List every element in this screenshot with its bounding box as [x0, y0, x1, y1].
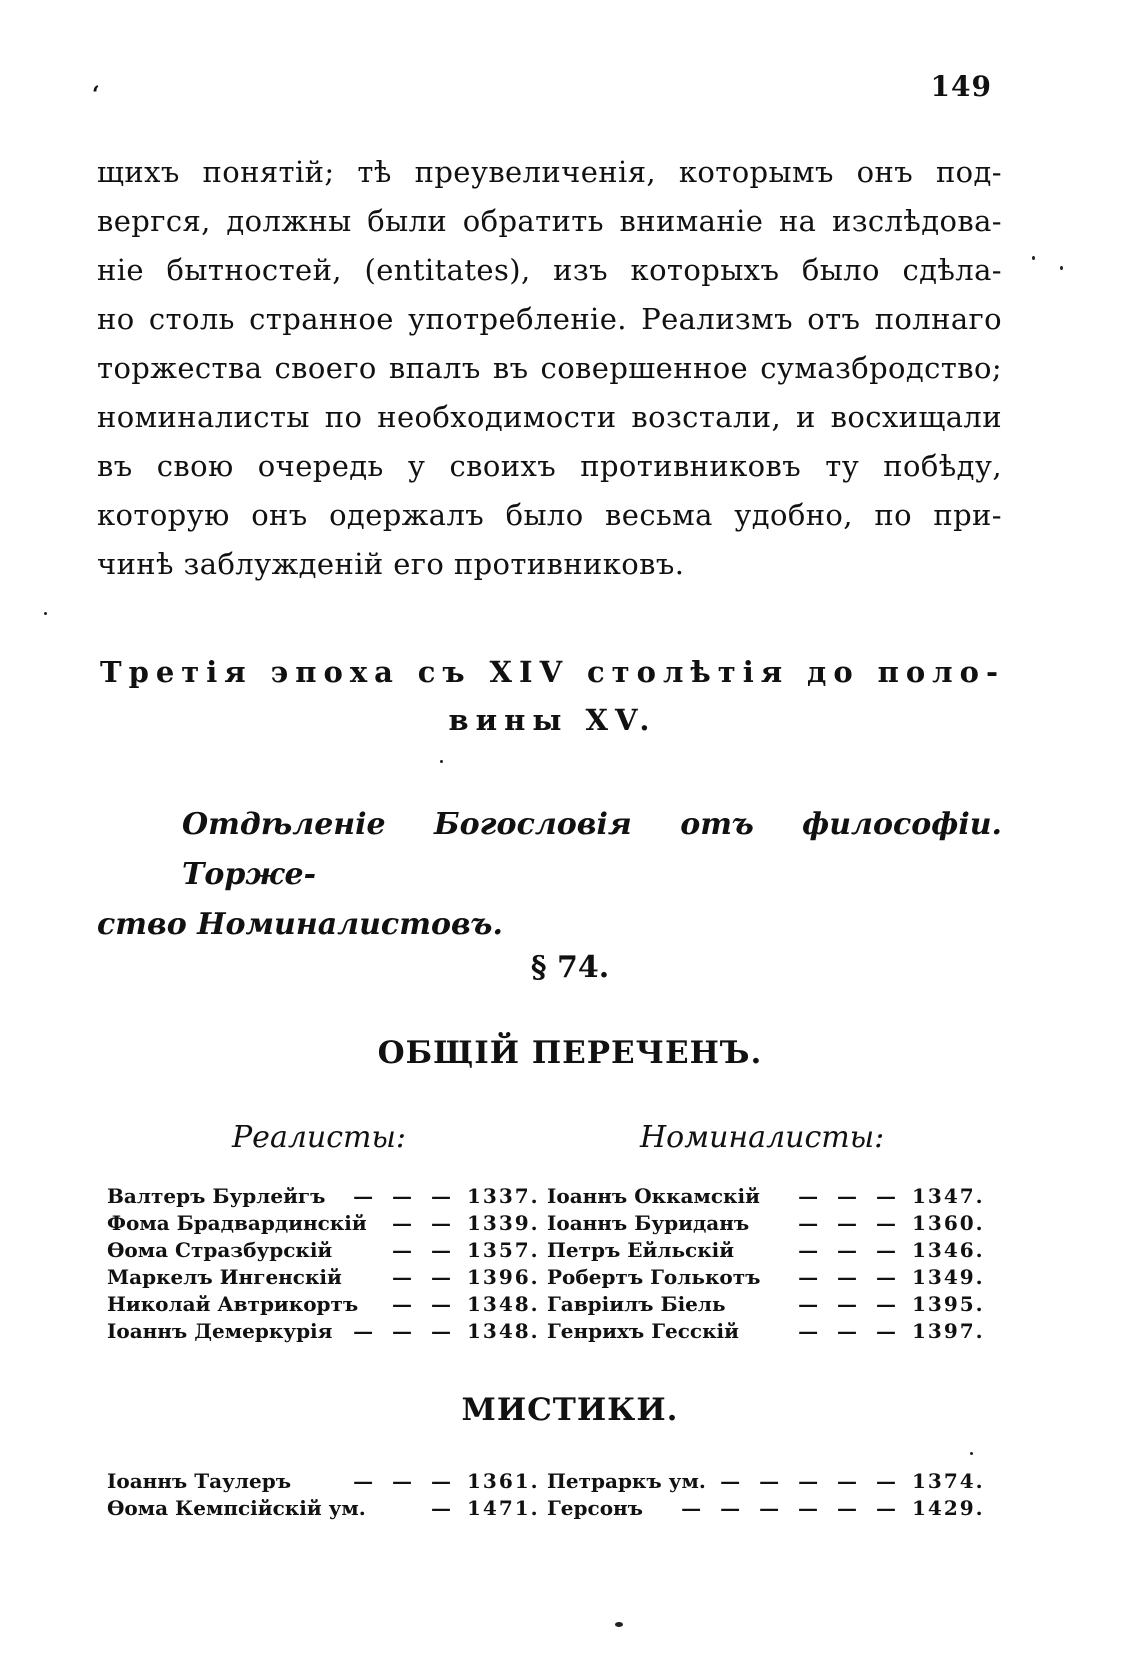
year: 1349.: [912, 1265, 985, 1289]
list-item: [547, 1495, 985, 1522]
leader-dashes: — — —: [798, 1238, 902, 1262]
leader-dashes: —: [431, 1496, 457, 1520]
person-name: Валтеръ Бурлейгъ: [107, 1184, 326, 1208]
list-item: [107, 1291, 540, 1318]
person-name: Іоаннъ Буриданъ: [547, 1211, 750, 1235]
year: 1429.: [912, 1496, 985, 1520]
list-item: [547, 1237, 985, 1264]
year: 1395.: [912, 1292, 985, 1316]
list-item: [107, 1318, 540, 1345]
year: 1361.: [467, 1469, 540, 1493]
realists-heading: Реалисты:: [232, 1120, 407, 1155]
leader-dashes: — — —: [353, 1469, 457, 1493]
list-item: [547, 1291, 985, 1318]
person-name: Гавріилъ Біель: [547, 1292, 726, 1316]
leader-dashes: — —: [392, 1238, 457, 1262]
person-name: Маркелъ Ингенскій: [107, 1265, 342, 1289]
leader-dashes: — — —: [798, 1184, 902, 1208]
person-name: Іоаннъ Демеркурія: [107, 1319, 333, 1343]
person-name: Робертъ Голькотъ: [547, 1265, 761, 1289]
year: 1337.: [467, 1184, 540, 1208]
body-line: ніе бытностей, (entitates), изъ которыхъ было сдѣла-: [97, 253, 1002, 287]
list-item: [107, 1237, 540, 1264]
page-corner-mark: ‘: [92, 82, 100, 108]
person-name: Ѳома Стразбурскій: [107, 1238, 333, 1262]
print-speck: [615, 1622, 623, 1627]
leader-dashes: — — —: [798, 1265, 902, 1289]
leader-dashes: — — —: [798, 1211, 902, 1235]
subtitle-line: Отдѣленіе Богословія отъ философіи. Торже-: [182, 807, 1002, 892]
section-number: § 74.: [530, 950, 610, 985]
year: 1374.: [912, 1469, 985, 1493]
epoch-heading-line: вины XV.: [448, 703, 657, 737]
list-item: [547, 1468, 985, 1495]
nominalists-list: [547, 1183, 985, 1345]
leader-dashes: — —: [392, 1292, 457, 1316]
print-speck: [44, 612, 47, 615]
body-line: номиналисты по необходимости возстали, и восхищали: [97, 400, 1002, 434]
body-line: въ свою очередь у своихъ противниковъ ту побѣду,: [97, 449, 1002, 483]
person-name: Фома Брадвардинскій: [107, 1211, 367, 1235]
person-name: Николай Автрикортъ: [107, 1292, 359, 1316]
leader-dashes: — — —: [353, 1184, 457, 1208]
page-number: 149: [930, 70, 992, 103]
mystics-heading: МИСТИКИ.: [461, 1392, 679, 1428]
leader-dashes: — —: [392, 1265, 457, 1289]
print-speck: [970, 1452, 973, 1455]
person-name: Герсонъ: [547, 1496, 644, 1520]
list-item: [547, 1210, 985, 1237]
list-item: [107, 1495, 540, 1522]
list-item: [547, 1264, 985, 1291]
person-name: Генрихъ Гесскій: [547, 1319, 739, 1343]
leader-dashes: — — —: [798, 1319, 902, 1343]
epoch-heading-line: Третія эпоха съ XIV столѣтія до поло-: [100, 655, 1005, 689]
leader-dashes: — — —: [798, 1292, 902, 1316]
body-line: вергся, должны были обратить вниманіе на изслѣдова-: [97, 204, 1002, 238]
year: 1348.: [467, 1292, 540, 1316]
year: 1348.: [467, 1319, 540, 1343]
list-item: [547, 1183, 985, 1210]
chapter-subtitle: [97, 800, 1002, 950]
list-item: [107, 1468, 540, 1495]
person-name: Іоаннъ Таулеръ: [107, 1469, 292, 1493]
body-line: но столь странное употребленіе. Реализмъ отъ полнаго: [97, 302, 1002, 336]
body-line: которую онъ одержалъ было весьма удобно, по при-: [97, 498, 1002, 532]
print-speck: [1060, 266, 1063, 270]
leader-dashes: — — — — — —: [681, 1496, 902, 1520]
body-line: щихъ понятій; тѣ преувеличенія, которымъ онъ под-: [97, 155, 1002, 189]
body-line: торжества своего впалъ въ совершенное сумазбродство;: [97, 351, 1002, 385]
epoch-heading: [100, 648, 1005, 744]
person-name: Петраркъ ум.: [547, 1469, 706, 1493]
general-list-heading: ОБЩІЙ ПЕРЕЧЕНЪ.: [377, 1035, 763, 1071]
year: 1471.: [467, 1496, 540, 1520]
subtitle-line: ство Номиналистовъ.: [97, 907, 503, 942]
mystics-right-list: [547, 1468, 985, 1522]
person-name: Ѳома Кемпсійскій ум.: [107, 1496, 366, 1520]
list-item: [107, 1264, 540, 1291]
leader-dashes: — — —: [353, 1319, 457, 1343]
leader-dashes: — — — — —: [720, 1469, 902, 1493]
year: 1397.: [912, 1319, 985, 1343]
nominalists-heading: Номиналисты:: [640, 1120, 885, 1155]
year: 1347.: [912, 1184, 985, 1208]
list-item: [107, 1183, 540, 1210]
realists-list: [107, 1183, 540, 1345]
year: 1346.: [912, 1238, 985, 1262]
list-item: [107, 1210, 540, 1237]
year: 1396.: [467, 1265, 540, 1289]
list-item: [547, 1318, 985, 1345]
leader-dashes: — —: [392, 1211, 457, 1235]
mystics-left-list: [107, 1468, 540, 1522]
year: 1339.: [467, 1211, 540, 1235]
year: 1357.: [467, 1238, 540, 1262]
year: 1360.: [912, 1211, 985, 1235]
body-paragraph: [97, 148, 1002, 589]
person-name: Петръ Ейльскій: [547, 1238, 735, 1262]
person-name: Іоаннъ Оккамскій: [547, 1184, 760, 1208]
print-speck: [440, 760, 443, 763]
body-line: чинѣ заблужденій его противниковъ.: [97, 547, 685, 581]
print-speck: [1032, 256, 1035, 260]
